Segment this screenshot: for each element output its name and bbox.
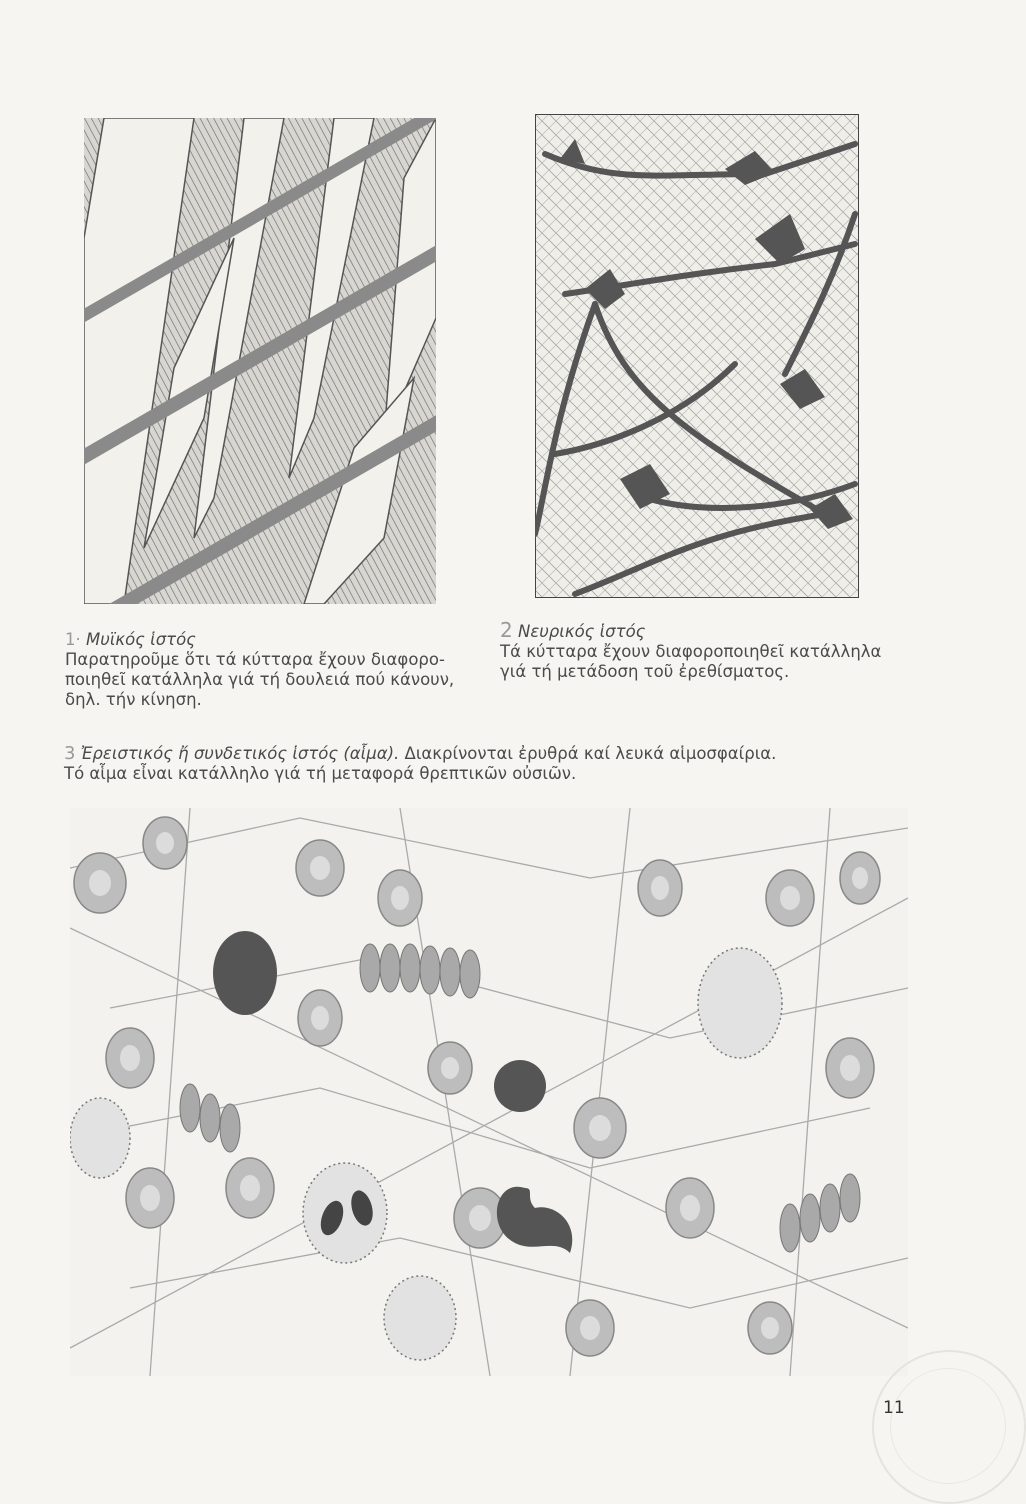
caption-line: γιά τή μετάδοση τοῦ ἐρεθίσματος. [500,662,790,681]
caption-line: Τό αἷμα εἶναι κατάλληλο γιά τή μεταφορά θρεπτικῶν οὐσιῶν. [64,764,577,783]
caption-text: Διακρίνονται ἐρυθρά καί λευκά αἱμοσφαίρια. [404,744,777,763]
library-stamp [872,1350,1026,1504]
figure-title: Νευρικός ἱστός [517,622,646,641]
figure-number: 3 [64,743,76,764]
caption-line: δηλ. τήν κίνηση. [65,690,202,709]
page-number: 11 [883,1398,905,1418]
figure-number: 2 [500,618,513,642]
caption-line: Παρατηροῦμε ὅτι τά κύτταρα ἔχουν διαφορο- [65,650,445,669]
figure-title: Ἐρειστικός ἤ συνδετικός ἱστός (αἷμα). [80,744,400,763]
muscle-tissue-illustration [84,118,436,604]
caption-blood-tissue [64,744,964,784]
caption-muscle-tissue [65,630,465,710]
nerve-tissue-illustration [535,114,859,598]
blood-tissue-illustration [70,808,908,1376]
figure-title: Μυϊκός ἱστός [86,630,196,649]
caption-line: ποιηθεῖ κατάλληλα γιά τή δουλειά πού κάνουν, [65,670,455,689]
caption-nerve-tissue [500,620,920,682]
caption-line: Τά κύτταρα ἔχουν διαφοροποιηθεῖ κατάλληλα [500,642,882,661]
figure-number: 1· [65,630,81,649]
